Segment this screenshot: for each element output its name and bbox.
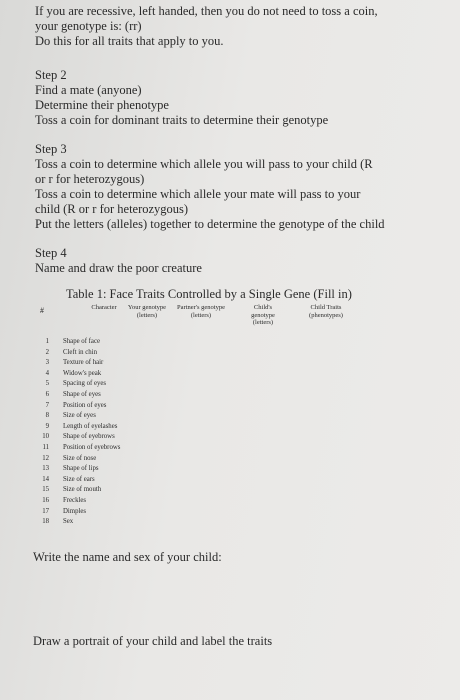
row-character: Shape of eyebrows: [63, 433, 115, 441]
row-number: 6: [45, 390, 49, 398]
row-number: 1: [45, 338, 49, 345]
header-text: (phenotypes): [309, 311, 343, 319]
column-header-partner-genotype: [173, 304, 229, 319]
header-text: Character: [91, 304, 117, 311]
draw-portrait-prompt: Draw a portrait of your child and label the traits: [33, 634, 273, 648]
row-character: Sex: [63, 518, 74, 526]
header-text: Your genotype: [127, 304, 167, 311]
row-character: Spacing of eyes: [63, 380, 107, 388]
header-text: (letters): [136, 311, 158, 319]
header-text: Child's: [253, 304, 273, 311]
row-number: 3: [45, 359, 49, 367]
row-number: 18: [42, 518, 49, 526]
header-text: Child Traits: [310, 304, 342, 311]
intro-line: If you are recessive, left handed, then you do not need to toss a coin,: [35, 4, 378, 18]
row-number: 13: [42, 465, 49, 473]
intro-instructions: [35, 4, 435, 49]
row-character: Position of eyes: [63, 401, 107, 409]
step-2-title: Step 2: [35, 68, 67, 82]
row-number: 9: [45, 422, 49, 430]
step-3-line: Toss a coin to determine which allele you will pass to your child (R: [35, 157, 373, 171]
step-4-section: [35, 246, 435, 276]
write-name-prompt: Write the name and sex of your child:: [33, 550, 222, 564]
row-character: Length of eyelashes: [63, 422, 118, 430]
header-text: Partner's genotype: [177, 304, 225, 311]
step-2-section: [35, 68, 435, 128]
row-character: Size of mouth: [63, 486, 102, 494]
column-header-child-genotype: [243, 304, 283, 327]
step-2-line: Find a mate (anyone): [35, 83, 142, 97]
step-3-section: [35, 142, 435, 232]
row-character: Shape of face: [63, 338, 100, 345]
row-number: 12: [42, 454, 49, 462]
row-number: 10: [42, 433, 49, 441]
step-3-line: or r for heterozygous): [35, 172, 145, 186]
row-number: 8: [45, 412, 49, 420]
step-4-line: Name and draw the poor creature: [35, 261, 202, 275]
row-number: 16: [42, 496, 49, 504]
intro-line: Do this for all traits that apply to you.: [35, 34, 224, 48]
row-number: 7: [45, 401, 49, 409]
row-number: 2: [45, 348, 49, 356]
step-3-line: Put the letters (alleles) together to determine the genotype of the child: [35, 217, 385, 231]
step-3-line: Toss a coin to determine which allele your mate will pass to your: [35, 187, 361, 201]
row-character: Texture of hair: [63, 359, 104, 367]
step-2-line: Toss a coin for dominant traits to determine their genotype: [35, 113, 329, 127]
header-text: (letters): [190, 311, 212, 319]
row-character: Shape of lips: [63, 465, 99, 473]
row-number: 14: [42, 475, 49, 483]
row-number: 11: [42, 443, 49, 451]
column-header-child-traits: [296, 304, 356, 319]
header-text: genotype: [251, 311, 275, 319]
step-3-line: child (R or r for heterozygous): [35, 202, 189, 216]
step-4-title: Step 4: [35, 246, 67, 260]
row-character: Position of eyebrows: [63, 443, 121, 451]
row-character: Shape of eyes: [63, 390, 101, 398]
step-3-title: Step 3: [35, 142, 67, 156]
row-character: Size of nose: [63, 454, 97, 462]
row-character: Size of ears: [63, 475, 95, 483]
row-character: Cleft in chin: [63, 348, 97, 356]
column-header-your-genotype: [117, 304, 177, 319]
row-character: Dimples: [63, 507, 87, 515]
column-header-number: #: [40, 306, 44, 315]
row-number: 15: [42, 486, 49, 494]
row-number: 17: [42, 507, 49, 515]
intro-line: your genotype is: (rr): [35, 19, 142, 33]
table-title: Table 1: Face Traits Controlled by a Single Gene (Fill in): [66, 287, 352, 301]
row-character: Freckles: [63, 496, 87, 504]
row-number: 5: [45, 380, 49, 388]
step-2-line: Determine their phenotype: [35, 98, 169, 112]
header-text: (letters): [252, 319, 274, 326]
row-number: 4: [45, 369, 49, 377]
row-character: Widow's peak: [63, 369, 102, 377]
row-character: Size of eyes: [63, 412, 96, 420]
